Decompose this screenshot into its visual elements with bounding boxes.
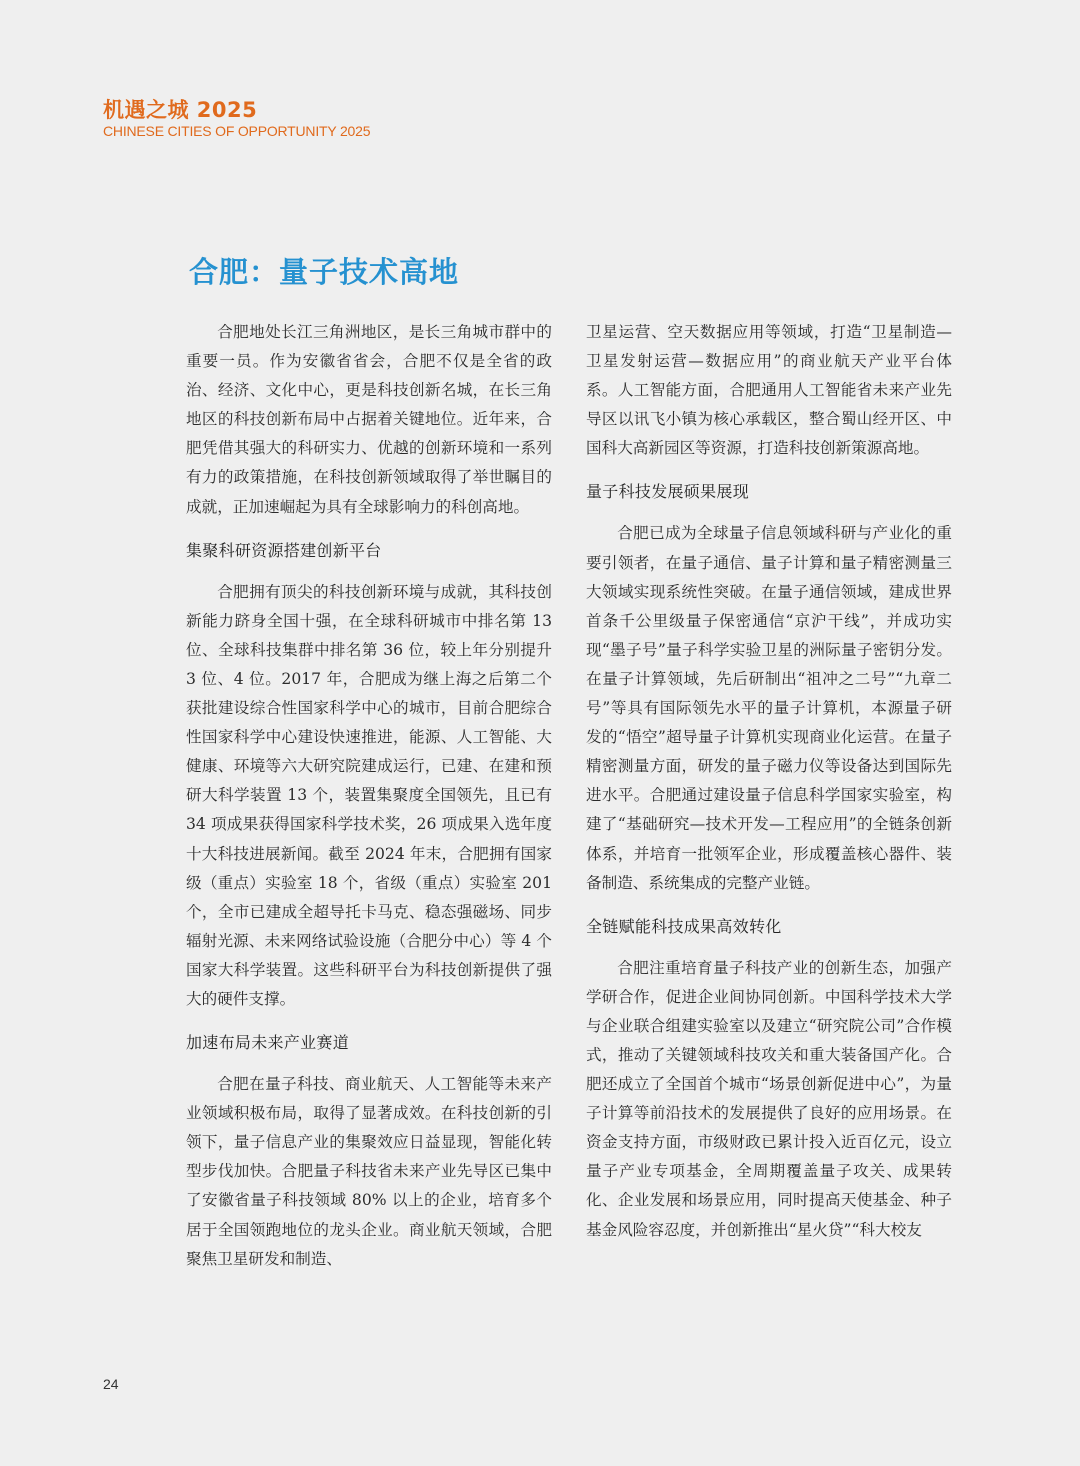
quantum-achievements-paragraph: 合肥已成为全球量子信息领域科研与产业化的重要引领者，在量子通信、量子计算和量子精密测量三大领域实现系统性突破。在量子通信领域，建成世界首条千公里级量子保密通信“京沪干线”，并成功实现“墨子号”量子科学实验卫星的洲际量子密钥分发。在量子计算领域，先后研制出“祖冲之二号”“九章二号”等具有国际领先水平的量子计算机，本源量子研发的“悟空”超导量子计算机实现商业化运营。在量子精密测量方面，研发的量子磁力仪等设备达到国际先进水平。合肥通过建设量子信息科学国家实验室，构建了“基础研究—技术开发—工程应用”的全链条创新体系，并培育一批领军企业，形成覆盖核心器件、装备制造、系统集成的完整产业链。 [586,524,952,892]
section-heading-quantum-achievements: 量子科技发展硕果展现 [586,482,750,502]
page-number: 24 [103,1376,119,1392]
future-industries-paragraph: 合肥在量子科技、商业航天、人工智能等未来产业领域积极布局，取得了显著成效。在科技创新的引领下，量子信息产业的集聚效应日益显现，智能化转型步伐加快。合肥量子科技省未来产业先导区已集中了安徽省量子科技领域 80% 以上的企业，培育多个居于全国领跑地位的龙头企业。商业航天领域，合肥聚焦卫星研发和制造、 [186,1075,552,1268]
intro-paragraph: 合肥地处长江三角洲地区，是长三角城市群中的重要一员。作为安徽省省会，合肥不仅是全省的政治、经济、文化中心，更是科技创新名城，在长三角地区的科技创新布局中占据着关键地位。近年来，合肥凭借其强大的科研实力、优越的创新环境和一系列有力的政策措施，在科技创新领域取得了举世瞩目的成就，正加速崛起为具有全球影响力的科创高地。 [186,323,552,516]
brand-title-cn: 机遇之城 2025 [103,98,258,122]
brand-title-en: CHINESE CITIES OF OPPORTUNITY 2025 [103,123,371,139]
right-column [586,318,952,1249]
section-heading-tech-transfer: 全链赋能科技成果高效转化 [586,916,782,936]
section-heading-research-platform: 集聚科研资源搭建创新平台 [186,540,382,560]
publication-brand [103,97,370,139]
section-heading-future-industries: 加速布局未来产业赛道 [186,1033,350,1053]
left-column [186,318,552,1278]
article-title: 合肥：量子技术高地 [189,255,460,289]
research-platform-paragraph: 合肥拥有顶尖的科技创新环境与成就，其科技创新能力跻身全国十强，在全球科研城市中排名第 13 位、全球科技集群中排名第 36 位，较上年分别提升 3 位、4 位。2017 年，合肥成为继上海之后第二个获批建设综合性国家科学中心的城市，目前合肥综合性国家科学中心建设快速推进，能源、人工智能、大健康、环境等六大研究院建成运行，已建、在建和预研大科学装置 13 个，装置集聚度全国领先，且已有 34 项成果获得国家科学技术奖，26 项成果入选年度十大科技进展新闻。截至 2024 年末，合肥拥有国家级（重点）实验室 18 个，省级（重点）实验室 201 个，全市已建成全超导托卡马克、稳态强磁场、同步辐射光源、未来网络试验设施（合肥分中心）等 4 个国家大科学装置。这些科研平台为科技创新提供了强大的硬件支撑。 [186,582,552,1008]
continued-paragraph: 卫星运营、空天数据应用等领域，打造“卫星制造—卫星发射运营—数据应用”的商业航天产业平台体系。人工智能方面，合肥通用人工智能省未来产业先导区以讯飞小镇为核心承载区，整合蜀山经开区、中国科大高新园区等资源，打造科技创新策源高地。 [586,323,952,458]
tech-transfer-paragraph: 合肥注重培育量子科技产业的创新生态，加强产学研合作，促进企业间协同创新。中国科学技术大学与企业联合组建实验室以及建立“研究院公司”合作模式，推动了关键领域科技攻关和重大装备国产化。合肥还成立了全国首个城市“场景创新促进中心”，为量子计算等前沿技术的发展提供了良好的应用场景。在资金支持方面，市级财政已累计投入近百亿元，设立量子产业专项基金，全周期覆盖量子攻关、成果转化、企业发展和场景应用，同时提高天使基金、种子基金风险容忍度，并创新推出“星火贷”“科大校友 [586,958,952,1239]
